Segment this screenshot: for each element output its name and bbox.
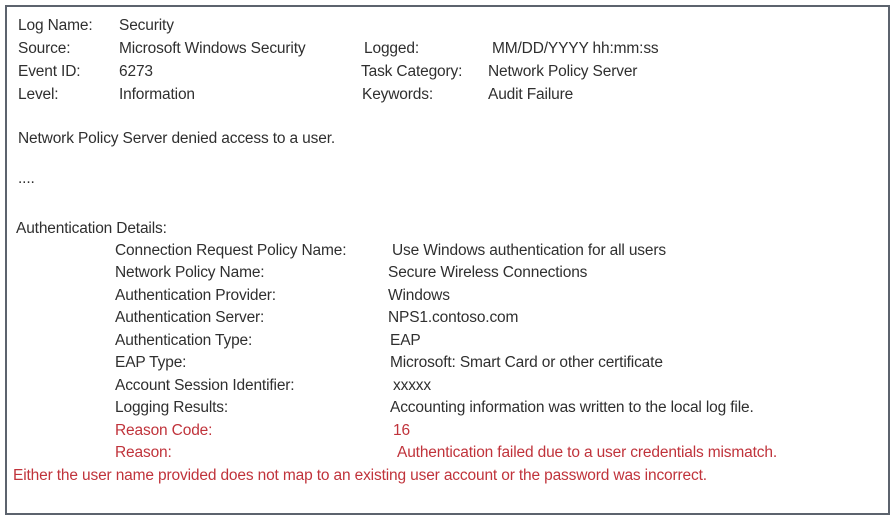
detail-label-connection-request-policy: Connection Request Policy Name: — [115, 242, 347, 259]
detail-value-authentication-type: EAP — [390, 332, 421, 349]
detail-value-authentication-server: NPS1.contoso.com — [388, 309, 519, 326]
logged-value: MM/DD/YYYY hh:mm:ss — [492, 40, 659, 57]
keywords-value: Audit Failure — [488, 86, 574, 103]
auth-details-heading: Authentication Details: — [16, 220, 167, 237]
event-id-label: Event ID: — [18, 63, 81, 80]
event-description: Network Policy Server denied access to a user. — [18, 130, 336, 147]
detail-label-eap-type: EAP Type: — [115, 354, 187, 371]
detail-label-reason-code: Reason Code: — [115, 422, 213, 439]
detail-value-authentication-provider: Windows — [388, 287, 450, 304]
detail-value-network-policy-name: Secure Wireless Connections — [388, 264, 588, 281]
detail-label-authentication-type: Authentication Type: — [115, 332, 253, 349]
keywords-label: Keywords: — [362, 86, 434, 103]
detail-value-account-session-identifier: xxxxx — [393, 377, 432, 394]
detail-label-authentication-server: Authentication Server: — [115, 309, 265, 326]
source-label: Source: — [18, 40, 71, 57]
detail-label-reason: Reason: — [115, 444, 172, 461]
event-id-value: 6273 — [119, 63, 153, 80]
task-category-label: Task Category: — [361, 63, 463, 80]
task-category-value: Network Policy Server — [488, 63, 638, 80]
level-value: Information — [119, 86, 195, 103]
detail-label-authentication-provider: Authentication Provider: — [115, 287, 276, 304]
log-name-value: Security — [119, 17, 174, 34]
detail-value-reason: Authentication failed due to a user credentials mismatch. — [397, 444, 778, 461]
detail-label-network-policy-name: Network Policy Name: — [115, 264, 265, 281]
detail-label-account-session-identifier: Account Session Identifier: — [115, 377, 295, 394]
detail-label-logging-results: Logging Results: — [115, 399, 229, 416]
ellipsis-placeholder: .... — [18, 170, 35, 187]
reason-wrapped-line: Either the user name provided does not map to an existing user account or the password was incorrect. — [13, 467, 707, 484]
detail-value-reason-code: 16 — [393, 422, 410, 439]
log-name-label: Log Name: — [18, 17, 93, 34]
detail-value-connection-request-policy: Use Windows authentication for all users — [392, 242, 666, 259]
level-label: Level: — [18, 86, 59, 103]
detail-value-logging-results: Accounting information was written to the local log file. — [390, 399, 754, 416]
source-value: Microsoft Windows Security — [119, 40, 306, 57]
logged-label: Logged: — [364, 40, 419, 57]
detail-value-eap-type: Microsoft: Smart Card or other certificate — [390, 354, 663, 371]
